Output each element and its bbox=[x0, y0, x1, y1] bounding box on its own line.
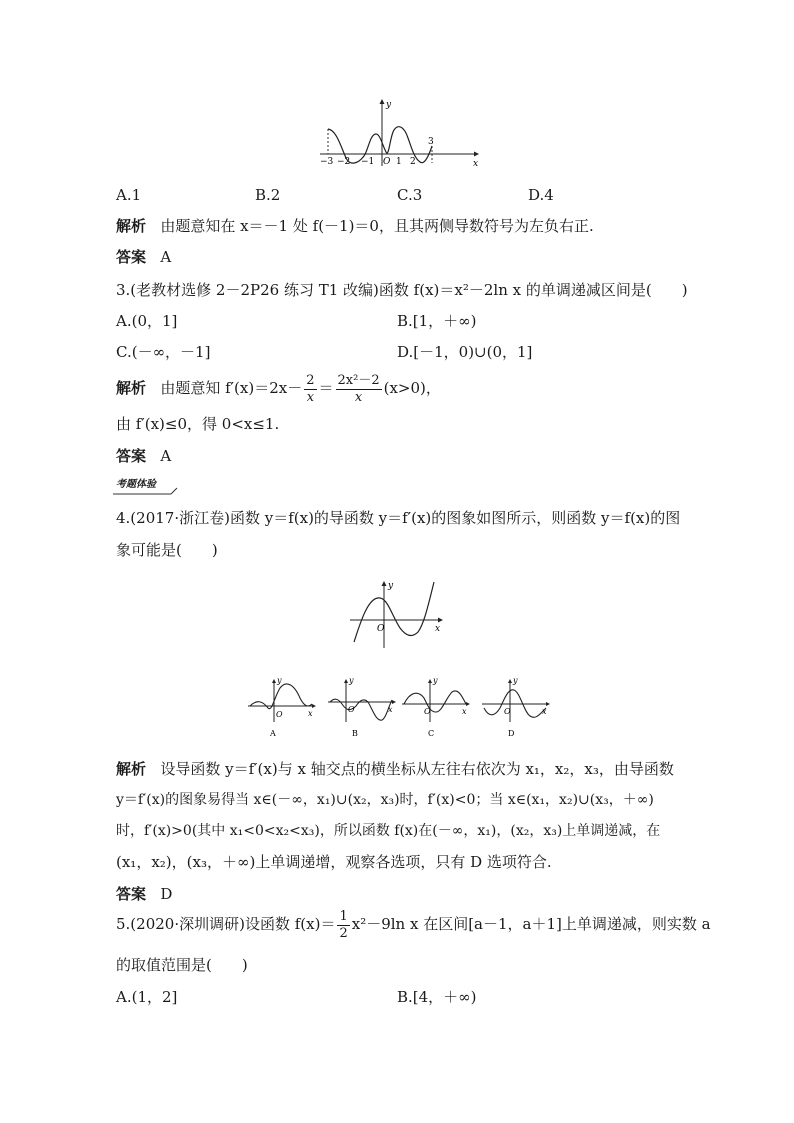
svg-text:O: O bbox=[424, 707, 431, 716]
q4-stem-line1: 4.(2017·浙江卷)函数 y＝f(x)的导函数 y＝f′(x)的图象如图所示，则函数 y＝f(x)的图 bbox=[116, 509, 681, 527]
q3-option-a: A.(0，1] bbox=[116, 312, 178, 330]
equals: ＝ bbox=[318, 379, 334, 398]
answer-label: 答案 bbox=[116, 447, 147, 465]
x-axis-arrow bbox=[474, 152, 479, 157]
y-axis-arrow bbox=[380, 99, 385, 104]
tick-1: 1 bbox=[396, 157, 402, 167]
choice-graph-d bbox=[480, 678, 552, 740]
choice-label-a: A bbox=[270, 729, 276, 738]
analysis-label: 解析 bbox=[116, 760, 147, 778]
q5-option-a: A.(1，2] bbox=[116, 988, 178, 1006]
x-axis-label: x bbox=[435, 624, 441, 634]
tick-neg2: −2 bbox=[337, 157, 351, 167]
q4-derivative-graph bbox=[346, 576, 446, 652]
fraction-2-over-x: $\frac{2}{x}$ bbox=[306, 373, 315, 405]
svg-text:x: x bbox=[308, 709, 313, 718]
answer-value: A bbox=[160, 447, 172, 465]
q4-analysis-line3: 时，f′(x)>0(其中 x₁<0<x₂<x₃)，所以函数 f(x)在(－∞，x₁)，(x₂，x₃)上单调递减，在 bbox=[116, 823, 661, 839]
q3-answer bbox=[116, 449, 171, 464]
choice-graph-b bbox=[326, 678, 398, 740]
q5-stem-pre: 5.(2020·深圳调研)设函数 f(x)＝ bbox=[116, 915, 336, 934]
answer-value: A bbox=[160, 248, 172, 266]
tick-3: 3 bbox=[428, 137, 434, 147]
q3-option-d: D.[－1，0)∪(0，1] bbox=[397, 343, 533, 361]
q3-analysis bbox=[116, 374, 441, 404]
analysis-label: 解析 bbox=[116, 217, 147, 235]
tick-neg1: −1 bbox=[361, 157, 375, 167]
svg-text:y: y bbox=[277, 678, 282, 685]
q5-stem-line1 bbox=[116, 910, 711, 940]
q4-answer bbox=[116, 887, 172, 902]
x-axis-label: x bbox=[473, 159, 479, 168]
y-axis-label: y bbox=[386, 100, 392, 110]
q2-option-b: B.2 bbox=[255, 186, 281, 204]
svg-text:O: O bbox=[504, 707, 511, 716]
answer-value: D bbox=[160, 885, 173, 903]
svg-text:y: y bbox=[433, 678, 438, 685]
choice-label-b: B bbox=[352, 729, 358, 738]
origin-label: O bbox=[383, 157, 391, 167]
svg-text:O: O bbox=[276, 710, 283, 719]
top-derivative-graph bbox=[316, 96, 482, 168]
q4-analysis-line1 bbox=[116, 762, 674, 777]
analysis-label: 解析 bbox=[116, 379, 147, 398]
fraction-2x2-minus-2: $\frac{\text{2x²－2}}{x}$ bbox=[337, 373, 380, 405]
choice-label-d: D bbox=[508, 729, 515, 738]
fraction-one-half: $\frac{1}{2}$ bbox=[339, 909, 348, 941]
q2-answer bbox=[116, 250, 171, 265]
y-axis-arrow bbox=[382, 581, 387, 586]
q2-option-c: C.3 bbox=[397, 186, 423, 204]
choice-graph-a bbox=[246, 678, 318, 740]
section-tag: 考题体验 bbox=[116, 479, 156, 490]
analysis-text-1: 设导函数 y＝f′(x)与 x 轴交点的横坐标从左往右依次为 x₁，x₂，x₃，由导函数 bbox=[160, 760, 674, 778]
x-axis-arrow bbox=[438, 618, 443, 623]
q5-stem-post: x²－9ln x 在区间[a－1，a＋1]上单调递减，则实数 a bbox=[351, 915, 711, 934]
tick-2: 2 bbox=[410, 157, 416, 167]
q5-stem-line2: 的取值范围是( ) bbox=[116, 956, 248, 974]
derivative-curve bbox=[354, 582, 434, 642]
origin-label: O bbox=[377, 624, 385, 634]
svg-text:y: y bbox=[349, 678, 354, 685]
choice-graph-c bbox=[400, 678, 472, 740]
tick-neg3: −3 bbox=[320, 157, 334, 167]
svg-text:y: y bbox=[513, 678, 518, 685]
q2-analysis bbox=[116, 219, 594, 234]
q4-analysis-line4: (x₁，x₂)，(x₃，＋∞)上单调递增，观察各选项，只有 D 选项符合. bbox=[116, 853, 552, 871]
analysis-text: 由题意知在 x＝－1 处 f(－1)＝0，且其两侧导数符号为左负右正. bbox=[160, 217, 594, 235]
q3-option-b: B.[1，＋∞) bbox=[397, 312, 477, 330]
analysis-pre: 由题意知 f′(x)＝2x－ bbox=[160, 379, 303, 398]
svg-text:x: x bbox=[462, 707, 467, 716]
svg-text:x: x bbox=[388, 705, 393, 714]
svg-text:O: O bbox=[348, 705, 355, 714]
q2-option-d: D.4 bbox=[528, 186, 554, 204]
q5-option-b: B.[4，＋∞) bbox=[397, 988, 477, 1006]
svg-text:x: x bbox=[542, 707, 547, 716]
choice-label-c: C bbox=[428, 729, 435, 738]
q3-analysis-line2: 由 f′(x)≤0，得 0<x≤1. bbox=[116, 415, 280, 433]
answer-label: 答案 bbox=[116, 248, 147, 266]
q3-option-c: C.(－∞，－1] bbox=[116, 343, 211, 361]
q4-stem-line2: 象可能是( ) bbox=[116, 541, 218, 559]
q2-option-a: A.1 bbox=[116, 186, 142, 204]
answer-label: 答案 bbox=[116, 885, 147, 903]
q3-stem: 3.(老教材选修 2－2P26 练习 T1 改编)函数 f(x)＝x²－2ln x 的单调递减区间是( ) bbox=[116, 281, 688, 299]
y-axis-label: y bbox=[388, 581, 394, 591]
q4-analysis-line2: y＝f′(x)的图象易得当 x∈(－∞，x₁)∪(x₂，x₃)时，f′(x)<0；当 x∈(x₁，x₂)∪(x₃，＋∞) bbox=[116, 792, 654, 808]
analysis-post: (x>0)， bbox=[383, 379, 441, 398]
